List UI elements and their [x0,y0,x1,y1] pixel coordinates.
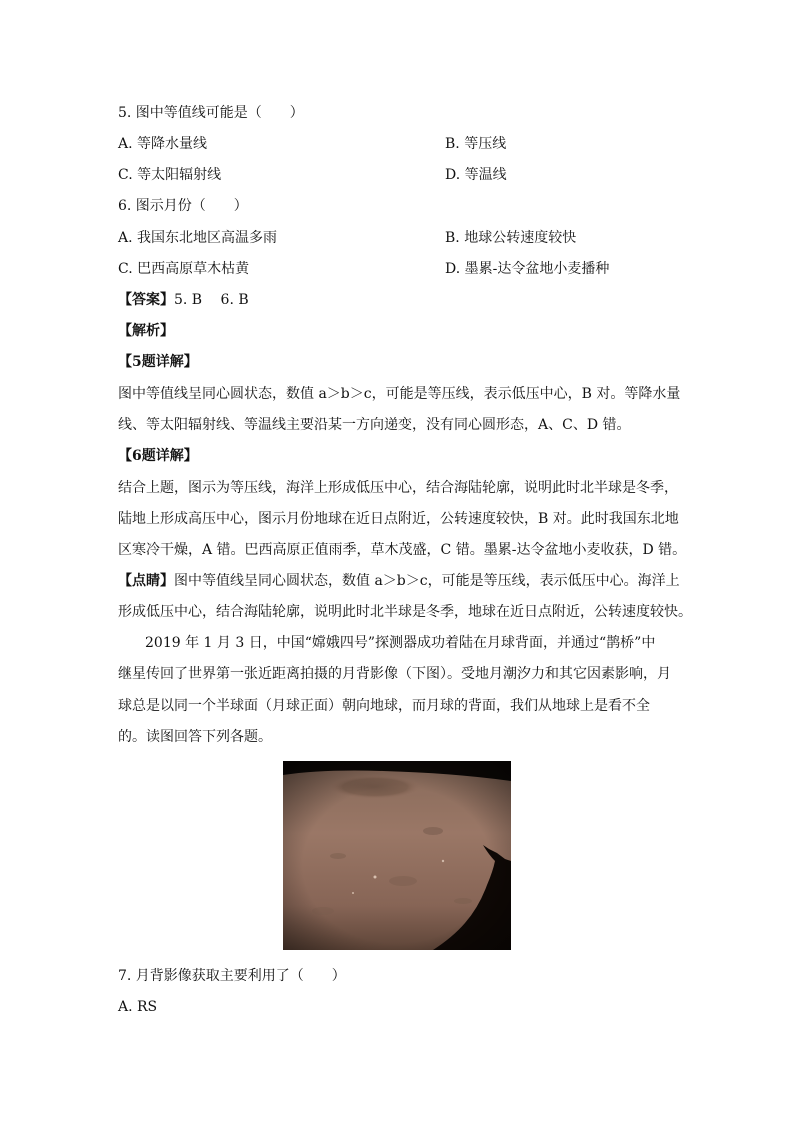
comment-text: 图中等值线呈同心圆状态，数值 a＞b＞c，可能是等压线，表示低压中心。海洋上 [174,573,680,589]
q6-option-c: C. 巴西高原草木枯黄 [118,261,250,277]
q5-option-b: B. 等压线 [445,136,507,152]
q6-option-b: B. 地球公转速度较快 [445,230,577,246]
q6-detail-line: 结合上题，图示为等压线，海洋上形成低压中心，结合海陆轮廓，说明此时北半球是冬季， [118,480,678,496]
q5-stem: 5. 图中等值线可能是（ ） [118,105,304,121]
q6-detail-label: 【6题详解】 [118,448,198,464]
comment-line [118,571,680,591]
moon-far-side-photo [283,761,511,950]
passage-line: 球总是以同一个半球面（月球正面）朝向地球，而月球的背面，我们从地球上是看不全 [118,698,650,714]
q6-detail-line: 区寒冷干燥，A 错。巴西高原正值雨季，草木茂盛，C 错。墨累-达令盆地小麦收获，D 错。 [118,542,687,558]
q5-detail-line: 图中等值线呈同心圆状态，数值 a＞b＞c，可能是等压线，表示低压中心，B 对。等降水量 [118,386,681,402]
passage-line: 2019 年 1 月 3 日，中国“嫦娥四号”探测器成功着陆在月球背面，并通过“鹊桥”中 [145,635,656,651]
moon-surface-image [283,761,511,950]
q7-stem: 7. 月背影像获取主要利用了（ ） [118,968,346,984]
answer-line [118,290,249,310]
q5-detail-label: 【5题详解】 [118,354,198,370]
q7-option-a: A. RS [118,999,158,1015]
q6-stem: 6. 图示月份（ ） [118,198,248,214]
comment-line: 形成低压中心，结合海陆轮廓，说明此时北半球是冬季，地球在近日点附近，公转速度较快。 [118,604,692,620]
passage-line: 的。读图回答下列各题。 [118,729,272,745]
passage-line: 继星传回了世界第一张近距离拍摄的月背影像（下图）。受地月潮汐力和其它因素影响，月 [118,666,671,682]
q6-option-a: A. 我国东北地区高温多雨 [118,230,278,246]
q5-option-d: D. 等温线 [445,167,507,183]
answer-label: 【答案】 [118,292,174,308]
comment-label: 【点睛】 [118,573,174,589]
q5-option-a: A. 等降水量线 [118,136,208,152]
q6-option-d: D. 墨累-达令盆地小麦播种 [445,261,610,277]
q5-detail-line: 线、等太阳辐射线、等温线主要沿某一方向递变，没有同心圆形态，A、C、D 错。 [118,417,631,433]
analysis-label: 【解析】 [118,323,174,339]
answer-text: 5. B 6. B [174,292,249,308]
q6-detail-line: 陆地上形成高压中心，图示月份地球在近日点附近，公转速度较快，B 对。此时我国东北地 [118,511,679,527]
q5-option-c: C. 等太阳辐射线 [118,167,222,183]
